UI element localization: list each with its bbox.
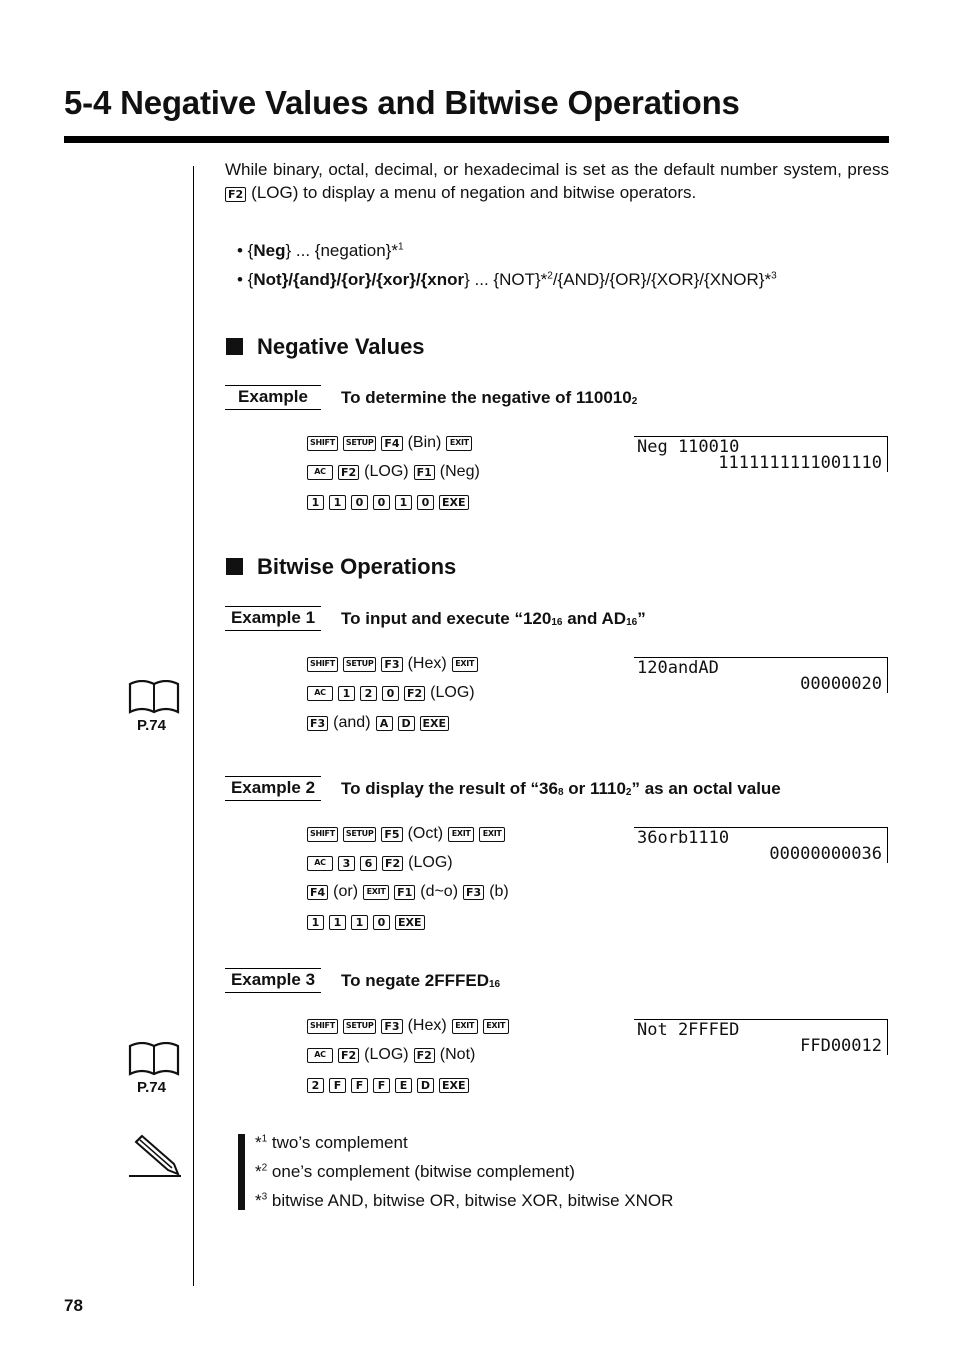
a-key: A bbox=[376, 716, 393, 731]
key-caption: (or) bbox=[333, 883, 359, 900]
bullet-not: Not bbox=[253, 270, 282, 289]
setup-key: SETUP bbox=[343, 657, 377, 672]
exe-key: EXE bbox=[395, 915, 425, 930]
key-sequence-row bbox=[307, 653, 483, 675]
screen-result-line: 00000000036 bbox=[769, 844, 882, 864]
square-bullet-icon bbox=[226, 338, 243, 355]
example-label: Example 2 bbox=[225, 776, 321, 801]
key-sequence-row bbox=[307, 682, 480, 704]
margin-rule bbox=[193, 166, 194, 1286]
calculator-screen bbox=[634, 827, 888, 863]
f1-key: F1 bbox=[414, 465, 435, 480]
setup-key: SETUP bbox=[343, 1019, 377, 1034]
screen-result-line: FFD00012 bbox=[800, 1036, 882, 1056]
1-key: 1 bbox=[307, 915, 324, 930]
e-key: E bbox=[395, 1078, 412, 1093]
key-caption: (Hex) bbox=[407, 1017, 447, 1034]
section-heading: Negative Values bbox=[257, 334, 425, 359]
bullet-bitwise-sup2: 3 bbox=[771, 270, 777, 282]
exit-key: EXIT bbox=[452, 1019, 478, 1034]
key-sequence-row bbox=[307, 911, 430, 933]
bullet-xor: xor bbox=[382, 270, 410, 289]
f2-key: F2 bbox=[404, 686, 425, 701]
f3-key: F3 bbox=[381, 1019, 402, 1034]
f3-key: F3 bbox=[381, 657, 402, 672]
screen-input-line: Not 2FFFED bbox=[637, 1020, 740, 1040]
key-caption: (Hex) bbox=[407, 655, 447, 672]
exit-key: EXIT bbox=[448, 827, 474, 842]
d-key: D bbox=[398, 716, 415, 731]
f2-key: F2 bbox=[338, 1048, 359, 1063]
page-reference: P.74 bbox=[137, 1079, 166, 1096]
example-description: To negate $2FFFED_{16}$ bbox=[341, 971, 501, 990]
bullet-bitwise-text2: /{AND}/{OR}/{XOR}/{XNOR}* bbox=[552, 270, 772, 289]
key-caption: (Neg) bbox=[439, 463, 480, 480]
screen-result-line: 00000020 bbox=[800, 674, 882, 694]
f-key: F bbox=[373, 1078, 390, 1093]
intro-text-pre: While binary, octal, decimal, or hexadecimal is set as the default number system, press bbox=[225, 160, 889, 179]
0-key: 0 bbox=[351, 495, 368, 510]
calculator-screen bbox=[634, 436, 888, 472]
0-key: 0 bbox=[382, 686, 399, 701]
example-label: Example 3 bbox=[225, 968, 321, 993]
exe-key: EXE bbox=[420, 716, 450, 731]
screen-input-line: Neg 110010 bbox=[637, 437, 740, 457]
bullet-bitwise-sup1: 2 bbox=[547, 270, 553, 282]
example-description: To input and execute “$120_{16}$ and $AD_{16}$” bbox=[341, 609, 646, 628]
key-caption: (LOG) bbox=[364, 463, 409, 480]
intro-paragraph bbox=[225, 158, 889, 204]
f2-key: F2 bbox=[414, 1048, 435, 1063]
f3-key: F3 bbox=[463, 885, 484, 900]
key-sequence-row bbox=[307, 432, 477, 454]
calculator-screen bbox=[634, 657, 888, 693]
f2-key: F2 bbox=[338, 465, 359, 480]
section-heading: Bitwise Operations bbox=[257, 554, 457, 579]
screen-input-line: 120andAD bbox=[637, 658, 719, 678]
key-sequence-row bbox=[307, 1074, 474, 1096]
exe-key: EXE bbox=[439, 495, 469, 510]
6-key: 6 bbox=[360, 856, 377, 871]
key-sequence-row bbox=[307, 461, 485, 483]
note-bar bbox=[238, 1134, 245, 1210]
exit-key: EXIT bbox=[479, 827, 505, 842]
f3-key: F3 bbox=[307, 716, 328, 731]
calculator-screen bbox=[634, 1019, 888, 1055]
footnote-2: *$^2$ one’s complement (bitwise complement) bbox=[255, 1162, 575, 1181]
key-sequence-row bbox=[307, 823, 510, 845]
1-key: 1 bbox=[351, 915, 368, 930]
f5-key: F5 bbox=[381, 827, 402, 842]
example-label: Example bbox=[225, 385, 321, 410]
key-caption: (and) bbox=[333, 714, 371, 731]
exit-key: EXIT bbox=[363, 885, 389, 900]
section-negative-values bbox=[226, 334, 425, 360]
key-caption: (LOG) bbox=[430, 684, 475, 701]
key-caption: (d~o) bbox=[420, 883, 459, 900]
bullet-bitwise: • {Not}/{and}/{or}/{xor}/{xnor} ... {NOT}*$^2$/{AND}/{OR}/{XOR}/{XNOR}*$^3$ bbox=[237, 270, 777, 289]
footnote-1: *$^1$ two’s complement bbox=[255, 1133, 408, 1152]
f4-key: F4 bbox=[381, 436, 402, 451]
1-key: 1 bbox=[329, 915, 346, 930]
example-label: Example 1 bbox=[225, 606, 321, 631]
exit-key: EXIT bbox=[483, 1019, 509, 1034]
shift-key: SHIFT bbox=[307, 827, 338, 842]
example-description: To determine the negative of $110010_2$ bbox=[341, 388, 638, 407]
key-caption: (Oct) bbox=[407, 825, 444, 842]
key-caption: (LOG) bbox=[408, 854, 453, 871]
key-caption: (Bin) bbox=[407, 434, 442, 451]
setup-key: SETUP bbox=[343, 827, 377, 842]
bullet-bitwise-text1: } ... {NOT}* bbox=[464, 270, 548, 289]
f1-key: F1 bbox=[394, 885, 415, 900]
key-sequence-row bbox=[307, 881, 514, 903]
0-key: 0 bbox=[417, 495, 434, 510]
3-key: 3 bbox=[338, 856, 355, 871]
1-key: 1 bbox=[338, 686, 355, 701]
intro-text-post: (LOG) to display a menu of negation and bitwise operators. bbox=[251, 183, 697, 202]
page-title: 5-4 Negative Values and Bitwise Operations bbox=[64, 84, 740, 121]
f2-key: F2 bbox=[382, 856, 403, 871]
open-book-icon bbox=[128, 1042, 180, 1076]
page-reference: P.74 bbox=[137, 717, 166, 734]
key-caption: (Not) bbox=[439, 1046, 476, 1063]
key-sequence-row bbox=[307, 852, 458, 874]
exit-key: EXIT bbox=[452, 657, 478, 672]
0-key: 0 bbox=[373, 495, 390, 510]
2-key: 2 bbox=[307, 1078, 324, 1093]
screen-input-line: 36orb1110 bbox=[637, 828, 730, 848]
f-key: F bbox=[329, 1078, 346, 1093]
bullet-neg: • {Neg} ... {negation}*$^1$ bbox=[237, 241, 404, 260]
ac-key: AC bbox=[307, 1048, 333, 1063]
key-sequence-row bbox=[307, 712, 454, 734]
bullet-and: and bbox=[299, 270, 330, 289]
example-description: To display the result of “$36_8$ or $1110_2$” as an octal value bbox=[341, 779, 781, 798]
key-sequence-row bbox=[307, 1015, 514, 1037]
ac-key: AC bbox=[307, 686, 333, 701]
1-key: 1 bbox=[307, 495, 324, 510]
1-key: 1 bbox=[329, 495, 346, 510]
2-key: 2 bbox=[360, 686, 377, 701]
footnote-3: *$^3$ bitwise AND, bitwise OR, bitwise XOR, bitwise XNOR bbox=[255, 1191, 674, 1210]
shift-key: SHIFT bbox=[307, 436, 338, 451]
bullet-neg-text: } ... {negation}* bbox=[285, 241, 398, 260]
square-bullet-icon bbox=[226, 558, 243, 575]
ac-key: AC bbox=[307, 856, 333, 871]
section-bitwise-operations bbox=[226, 554, 456, 580]
bullet-neg-sup: 1 bbox=[397, 241, 404, 253]
shift-key: SHIFT bbox=[307, 657, 338, 672]
setup-key: SETUP bbox=[343, 436, 377, 451]
1-key: 1 bbox=[395, 495, 412, 510]
pencil-note-icon bbox=[128, 1130, 182, 1178]
ac-key: AC bbox=[307, 465, 333, 480]
bullet-xnor: xnor bbox=[427, 270, 465, 289]
key-sequence-row bbox=[307, 491, 474, 513]
f4-key: F4 bbox=[307, 885, 328, 900]
key-caption: (LOG) bbox=[364, 1046, 409, 1063]
bullet-or: or bbox=[347, 270, 365, 289]
open-book-icon bbox=[128, 680, 180, 714]
0-key: 0 bbox=[373, 915, 390, 930]
title-rule bbox=[64, 136, 889, 143]
exe-key: EXE bbox=[439, 1078, 469, 1093]
d-key: D bbox=[417, 1078, 434, 1093]
bullet-neg-label: Neg bbox=[253, 241, 286, 260]
f-key: F bbox=[351, 1078, 368, 1093]
shift-key: SHIFT bbox=[307, 1019, 338, 1034]
screen-result-line: 1111111111001110 bbox=[718, 453, 882, 473]
page-number: 78 bbox=[64, 1296, 83, 1315]
exit-key: EXIT bbox=[446, 436, 472, 451]
f2-key: F2 bbox=[225, 187, 246, 202]
key-sequence-row bbox=[307, 1044, 480, 1066]
key-caption: (b) bbox=[489, 883, 509, 900]
